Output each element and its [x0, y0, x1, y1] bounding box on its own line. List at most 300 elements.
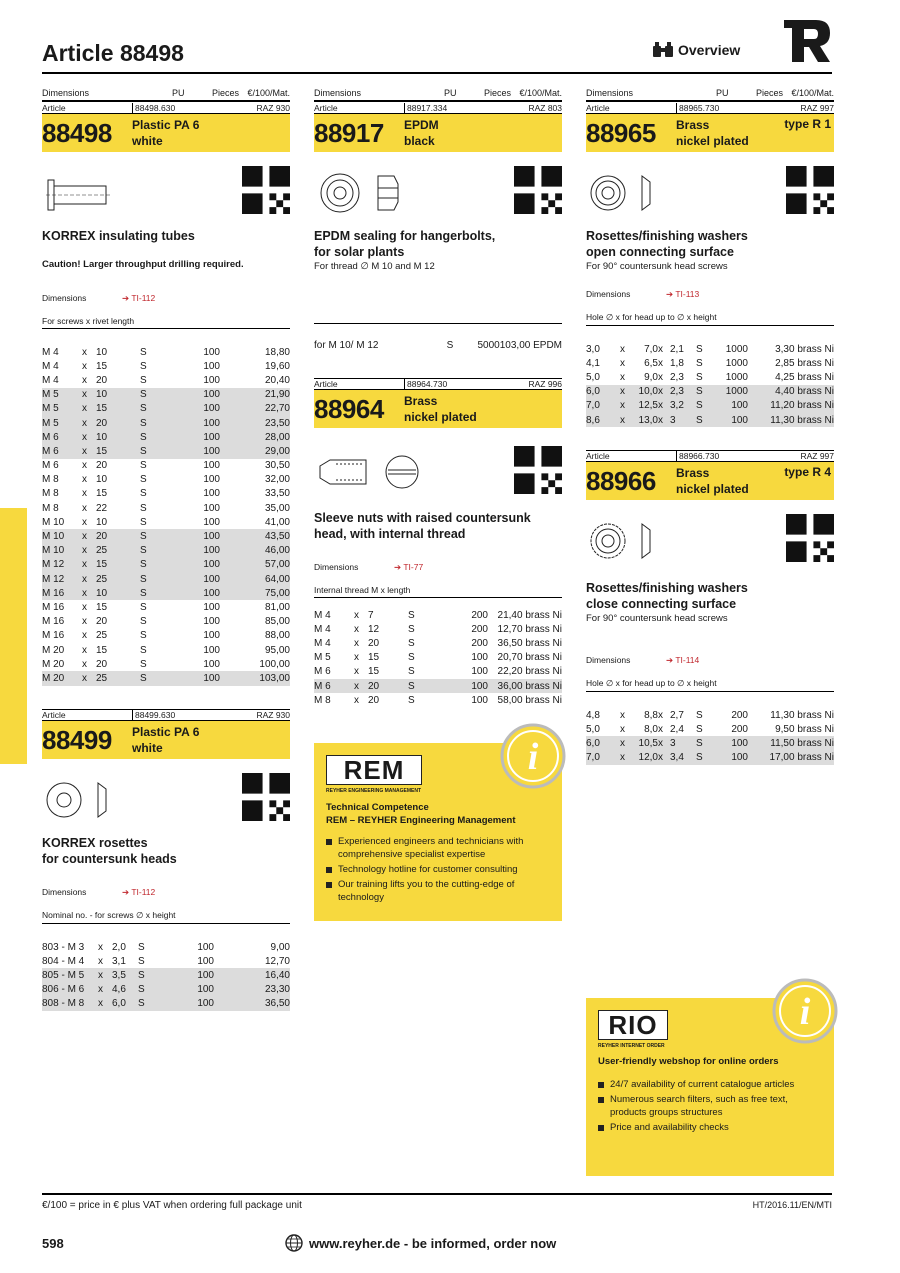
table-cell: 100: [197, 969, 214, 981]
table-cell: S: [140, 630, 147, 642]
table-row: [42, 459, 290, 473]
product-heading: KORREX rosettes for countersunk heads: [42, 836, 177, 866]
table-row: [586, 708, 834, 722]
table-cell: 100: [731, 400, 748, 412]
table-cell: S: [140, 616, 147, 628]
table-cell: S: [408, 623, 415, 635]
table-row: [586, 399, 834, 413]
table-cell: x: [620, 737, 625, 749]
table-cell: 100: [197, 998, 214, 1010]
table-cell: 10: [96, 431, 108, 443]
table-cell: 22,70: [264, 403, 290, 415]
table-cell: x: [620, 400, 625, 412]
table-cell: x: [98, 955, 103, 967]
table-cell: 11,30 brass Ni: [770, 414, 834, 426]
table-row: [42, 629, 290, 643]
table-cell: M 5: [314, 652, 331, 664]
table-cell: 20: [96, 616, 108, 628]
table-cell: 4,8: [586, 709, 600, 721]
list-item: Numerous search filters, such as free text, products groups structures: [598, 1093, 818, 1119]
table-cell: M 10: [42, 545, 65, 557]
table-cell: 21,90: [264, 389, 290, 401]
ti-reference-link[interactable]: ➔ TI-77: [394, 562, 424, 572]
table-cell: 20,40: [264, 374, 290, 386]
table-cell: 100: [203, 488, 220, 500]
table-cell: x: [658, 414, 663, 426]
table-cell: 806 - M 6: [42, 984, 85, 996]
table-row: [42, 345, 290, 359]
article-bar: 88917 EPDM black: [314, 114, 562, 152]
table-cell: 2,1: [670, 343, 684, 355]
table-cell: M 10: [42, 516, 65, 528]
article-bar: 88498 Plastic PA 6 white: [42, 114, 290, 152]
table-cell: 88,00: [264, 630, 290, 642]
section-tab: [0, 508, 27, 764]
table-cell: M 6: [42, 460, 59, 472]
table-cell: S: [138, 955, 145, 967]
table-cell: x: [658, 752, 663, 764]
table-cell: 100: [203, 445, 220, 457]
table-row: for M 10/ M 12 S 5000 103,00 EPDM: [314, 339, 563, 351]
table-cell: x: [658, 723, 663, 735]
table-cell: x: [354, 666, 359, 678]
table-cell: 12,5: [638, 400, 658, 412]
table-cell: 100: [203, 374, 220, 386]
table-cell: M 5: [42, 403, 59, 415]
table-cell: 100: [471, 666, 488, 678]
table-row: [42, 657, 290, 671]
table-cell: 100: [203, 601, 220, 613]
table-cell: 25: [96, 573, 108, 585]
table-cell: 1,8: [670, 357, 684, 369]
table-cell: M 12: [42, 573, 65, 585]
footer-rule: [42, 1193, 832, 1195]
table-cell: 11,30 brass Ni: [770, 709, 834, 721]
table-cell: 10: [96, 516, 108, 528]
table-cell: M 16: [42, 601, 65, 613]
table-cell: 15: [96, 488, 108, 500]
table-cell: S: [408, 694, 415, 706]
list-item: Experienced engineers and technicians with comprehensive specialist expertise: [326, 835, 546, 861]
ti-reference-link[interactable]: ➔ TI-112: [122, 887, 156, 897]
table-row: [586, 342, 834, 356]
table-cell: 9,0: [644, 371, 658, 383]
table-cell: x: [620, 752, 625, 764]
article-number: 88965: [586, 117, 656, 148]
table-cell: 8,0: [644, 723, 658, 735]
table-cell: M 10: [42, 531, 65, 543]
table-row: [42, 402, 290, 416]
table-cell: 100: [203, 474, 220, 486]
table-cell: 6,0: [586, 386, 600, 398]
article-number: 88917: [314, 117, 384, 148]
table-cell: 200: [731, 709, 748, 721]
table-row: [42, 643, 290, 657]
page-number: 598: [42, 1236, 64, 1251]
table-cell: S: [140, 460, 147, 472]
article-88966: Article 88966.730 RAZ 997 88966 Brass nickel plated type R 4 Rosettes/finishing washers close connecting surface For 90° countersunk head screws Dimensions ➔ TI-114 Hole ∅ x for head up to ∅ x height 4,8 x 8,8 x 2,7 S 200 11,30 brass Ni 5,0 x 8,0 x 2,4 S 200 9,50 brass Ni 6,0 x 10,5 x 3 S 100 11,50 brass Ni 7,0 x 12,0 x 3,4 S 100 17,00 brass Ni: [586, 451, 834, 764]
table-cell: 103,00: [259, 672, 290, 684]
table-cell: 2,3: [670, 386, 684, 398]
table-row: [314, 622, 562, 636]
table-cell: x: [658, 357, 663, 369]
table-cell: M 8: [42, 502, 59, 514]
table-cell: 7,0: [586, 400, 600, 412]
table-cell: 1000: [725, 386, 748, 398]
table-cell: x: [658, 709, 663, 721]
table-cell: M 5: [42, 417, 59, 429]
dimension-table: [42, 345, 290, 686]
table-cell: 22,20 brass Ni: [497, 666, 562, 678]
product-heading: Sleeve nuts with raised countersunk head, with internal thread: [314, 511, 531, 541]
table-cell: 20: [368, 637, 380, 649]
table-cell: 20: [368, 680, 380, 692]
table-cell: M 4: [314, 623, 331, 635]
table-cell: 804 - M 4: [42, 955, 85, 967]
table-row: [586, 751, 834, 765]
table-cell: S: [140, 531, 147, 543]
article-bar: 88499 Plastic PA 6 white: [42, 721, 290, 759]
table-cell: 7: [368, 609, 374, 621]
table-cell: S: [140, 502, 147, 514]
svg-text:i: i: [527, 736, 539, 778]
table-cell: S: [140, 360, 147, 372]
table-cell: 100: [471, 680, 488, 692]
table-cell: x: [658, 400, 663, 412]
table-row: [586, 413, 834, 427]
article-bar: 88966 Brass nickel plated type R 4: [586, 462, 834, 500]
table-cell: 100: [203, 573, 220, 585]
rem-info-box: REM REYHER ENGINEERING MANAGEMENT i Technical Competence REM – REYHER Engineering Management Experienced engineers and technicians with comprehensive specialist expertise Technology hotline for customer consulting Our training lifts you to the cutting-edge of technology: [314, 743, 562, 921]
page-title: Article 88498: [42, 40, 184, 66]
table-cell: 100: [203, 516, 220, 528]
table-cell: x: [658, 386, 663, 398]
table-cell: 200: [471, 609, 488, 621]
table-cell: 64,00: [264, 573, 290, 585]
table-cell: M 4: [314, 637, 331, 649]
table-cell: 25: [96, 545, 108, 557]
article-number: 88499: [42, 724, 112, 755]
table-cell: 29,00: [264, 445, 290, 457]
table-cell: 12,0: [638, 752, 658, 764]
table-cell: S: [696, 343, 703, 355]
svg-text:i: i: [799, 991, 811, 1033]
table-cell: 10: [96, 474, 108, 486]
table-cell: M 8: [42, 474, 59, 486]
ti-reference-link[interactable]: ➔ TI-113: [666, 289, 700, 299]
table-cell: M 16: [42, 616, 65, 628]
table-cell: 3,0: [586, 343, 600, 355]
table-cell: S: [696, 371, 703, 383]
table-cell: 58,00 brass Ni: [497, 694, 562, 706]
table-row: [42, 586, 290, 600]
table-cell: 100: [203, 431, 220, 443]
table-cell: 6,0: [586, 737, 600, 749]
table-cell: 12: [368, 623, 380, 635]
article-number: 88964: [314, 393, 384, 424]
table-row: [42, 515, 290, 529]
table-cell: 43,50: [264, 531, 290, 543]
table-cell: 100: [731, 414, 748, 426]
table-cell: 20,70 brass Ni: [497, 652, 562, 664]
table-cell: x: [82, 601, 87, 613]
table-cell: S: [696, 752, 703, 764]
table-cell: 32,00: [264, 474, 290, 486]
column-header: Dimensions PU Pieces €/100/Mat.: [314, 86, 562, 102]
table-cell: 81,00: [264, 601, 290, 613]
table-cell: 11,50 brass Ni: [770, 737, 834, 749]
list-item: Price and availability checks: [598, 1121, 818, 1134]
table-cell: M 16: [42, 630, 65, 642]
table-cell: 100: [203, 360, 220, 372]
table-cell: 2,0: [112, 941, 126, 953]
rem-logo: REM: [326, 755, 422, 785]
table-cell: 3,4: [670, 752, 684, 764]
product-heading: KORREX insulating tubes: [42, 229, 195, 243]
table-cell: x: [82, 460, 87, 472]
table-cell: 4,25 brass Ni: [775, 371, 834, 383]
list-item: 24/7 availability of current catalogue articles: [598, 1078, 818, 1091]
table-cell: 3,5: [112, 969, 126, 981]
table-cell: 200: [471, 637, 488, 649]
table-cell: S: [696, 357, 703, 369]
table-cell: 15: [96, 445, 108, 457]
table-row: [42, 983, 290, 997]
table-cell: 100: [197, 984, 214, 996]
table-row: [42, 615, 290, 629]
table-cell: 36,50 brass Ni: [497, 637, 562, 649]
website-link[interactable]: www.reyher.de - be informed, order now: [285, 1234, 556, 1252]
table-cell: x: [354, 652, 359, 664]
table-cell: x: [82, 488, 87, 500]
article-bar: 88964 Brass nickel plated: [314, 390, 562, 428]
table-cell: 2,7: [670, 709, 684, 721]
table-cell: x: [82, 374, 87, 386]
table-row: [42, 501, 290, 515]
sleeve-nut-drawing-icon: [316, 452, 426, 492]
table-row: [42, 473, 290, 487]
table-cell: 1000: [725, 371, 748, 383]
article-bar: 88965 Brass nickel plated type R 1: [586, 114, 834, 152]
table-cell: S: [140, 644, 147, 656]
info-icon: [500, 723, 566, 789]
table-cell: x: [82, 445, 87, 457]
table-cell: S: [138, 969, 145, 981]
table-cell: 3: [670, 414, 676, 426]
table-cell: M 4: [42, 346, 59, 358]
table-cell: 95,00: [264, 644, 290, 656]
table-cell: 36,50: [264, 998, 290, 1010]
table-cell: x: [658, 343, 663, 355]
table-cell: 12,70: [264, 955, 290, 967]
table-cell: 15: [96, 360, 108, 372]
table-row: [314, 693, 562, 707]
table-cell: 100: [203, 531, 220, 543]
table-cell: M 4: [42, 360, 59, 372]
table-cell: S: [408, 666, 415, 678]
table-cell: 8,6: [586, 414, 600, 426]
table-cell: 9,00: [270, 941, 290, 953]
table-cell: S: [140, 601, 147, 613]
dimension-table: [586, 342, 834, 427]
article-header: Article 88965.730 RAZ 997: [586, 102, 834, 113]
insulating-tube-drawing-icon: [44, 170, 114, 220]
list-item: Technology hotline for customer consulting: [326, 863, 546, 876]
table-cell: S: [140, 445, 147, 457]
table-cell: 22: [96, 502, 108, 514]
table-cell: 19,60: [264, 360, 290, 372]
table-cell: 20: [96, 658, 108, 670]
table-cell: S: [138, 984, 145, 996]
table-cell: 20: [96, 374, 108, 386]
table-cell: x: [354, 609, 359, 621]
table-cell: S: [140, 417, 147, 429]
dimension-table: [314, 608, 562, 707]
table-cell: 10: [96, 587, 108, 599]
table-cell: 18,80: [264, 346, 290, 358]
table-cell: 100: [731, 737, 748, 749]
table-cell: 35,00: [264, 502, 290, 514]
table-cell: 15: [368, 666, 380, 678]
table-cell: S: [140, 516, 147, 528]
table-cell: x: [354, 694, 359, 706]
table-cell: 1000: [725, 357, 748, 369]
table-cell: S: [140, 658, 147, 670]
table-cell: 9,50 brass Ni: [775, 723, 834, 735]
table-cell: S: [140, 545, 147, 557]
table-cell: 100: [203, 658, 220, 670]
table-cell: 100: [471, 694, 488, 706]
caution-note: Caution! Larger throughput drilling required.: [42, 259, 244, 270]
table-cell: S: [140, 573, 147, 585]
type-label: type R 1: [784, 117, 831, 131]
table-row: [42, 430, 290, 444]
table-cell: x: [82, 573, 87, 585]
table-row: [42, 444, 290, 458]
ti-reference-link[interactable]: ➔ TI-112: [122, 293, 156, 303]
table-cell: 15: [96, 559, 108, 571]
table-cell: 5,0: [586, 371, 600, 383]
table-cell: 3,30 brass Ni: [775, 343, 834, 355]
table-cell: 100: [203, 502, 220, 514]
table-cell: 100: [731, 752, 748, 764]
table-row: [586, 370, 834, 384]
table-cell: x: [620, 414, 625, 426]
article-number: 88498: [42, 117, 112, 148]
table-cell: x: [82, 587, 87, 599]
table-cell: x: [658, 371, 663, 383]
table-row: [42, 968, 290, 982]
product-heading: Rosettes/finishing washers open connecting surface: [586, 229, 748, 259]
overview-link[interactable]: [652, 42, 740, 58]
table-cell: 10,0: [638, 386, 658, 398]
table-cell: x: [82, 630, 87, 642]
table-cell: M 16: [42, 587, 65, 599]
table-cell: x: [82, 559, 87, 571]
table-cell: 100: [203, 672, 220, 684]
article-number: 88966: [586, 465, 656, 496]
table-cell: 6,5: [644, 357, 658, 369]
table-cell: 16,40: [264, 969, 290, 981]
table-cell: 3,2: [670, 400, 684, 412]
table-cell: 21,40 brass Ni: [497, 609, 562, 621]
table-cell: x: [82, 417, 87, 429]
table-cell: 11,20 brass Ni: [770, 400, 834, 412]
table-cell: x: [82, 616, 87, 628]
table-cell: S: [140, 474, 147, 486]
rem-feature-list: [326, 835, 546, 906]
table-cell: S: [408, 652, 415, 664]
table-row: [42, 558, 290, 572]
table-cell: 85,00: [264, 616, 290, 628]
table-cell: S: [140, 488, 147, 500]
table-cell: x: [82, 644, 87, 656]
table-cell: 3: [670, 737, 676, 749]
table-cell: S: [140, 374, 147, 386]
table-cell: 23,50: [264, 417, 290, 429]
table-cell: x: [82, 516, 87, 528]
table-cell: 10: [96, 346, 108, 358]
table-cell: x: [98, 984, 103, 996]
table-cell: x: [98, 969, 103, 981]
table-cell: 12,70 brass Ni: [497, 623, 562, 635]
table-cell: 100: [203, 630, 220, 642]
table-cell: 100: [203, 417, 220, 429]
ti-reference-link[interactable]: ➔ TI-114: [666, 655, 700, 665]
table-cell: 25: [96, 672, 108, 684]
table-cell: M 8: [42, 488, 59, 500]
table-cell: x: [354, 623, 359, 635]
table-cell: 100: [203, 460, 220, 472]
table-cell: S: [140, 672, 147, 684]
table-cell: 4,6: [112, 984, 126, 996]
sealing-drawing-icon: [316, 168, 416, 218]
dimension-table: [586, 708, 834, 765]
table-cell: S: [408, 637, 415, 649]
rosette-open-drawing-icon: [588, 168, 668, 218]
table-cell: 100: [203, 346, 220, 358]
rio-info-box: RIO REYHER INTERNET ORDER i User-friendly webshop for online orders 24/7 availability of current catalogue articles Numerous search filters, such as free text, products groups structures Price and availability checks: [586, 998, 834, 1176]
table-cell: 803 - M 3: [42, 941, 85, 953]
table-row: [42, 544, 290, 558]
table-cell: x: [82, 389, 87, 401]
table-cell: x: [82, 431, 87, 443]
table-row: [42, 997, 290, 1011]
table-cell: 36,00 brass Ni: [497, 680, 562, 692]
table-cell: S: [140, 403, 147, 415]
table-cell: 25: [96, 630, 108, 642]
product-heading: Rosettes/finishing washers close connecting surface: [586, 581, 748, 611]
table-cell: 20: [368, 694, 380, 706]
table-cell: 20: [96, 531, 108, 543]
table-row: [314, 679, 562, 693]
table-cell: S: [408, 680, 415, 692]
table-cell: S: [696, 709, 703, 721]
table-cell: 100: [203, 644, 220, 656]
table-cell: M 20: [42, 672, 65, 684]
table-cell: 15: [96, 644, 108, 656]
table-cell: 13,0: [638, 414, 658, 426]
table-cell: M 6: [42, 431, 59, 443]
table-cell: S: [696, 400, 703, 412]
table-cell: x: [620, 357, 625, 369]
table-cell: M 6: [314, 666, 331, 678]
table-row: [42, 359, 290, 373]
table-cell: M 6: [314, 680, 331, 692]
table-cell: x: [82, 403, 87, 415]
column-a: Dimensions PU Pieces €/100/Mat. Article 88498.630 RAZ 930 88498 Plastic PA 6 white KORREX insulating tubes Caution! Larger throughput drilling required. Dimensions ➔ TI-112 For screws x rivet length M 4 x 10 S 100 18,80 M 4 x 15 S 100 19,60 M 4 x 20 S 100 20,40 M 5 x 10 S 100 21,90 M 5 x 15 S 100 22,70 M 5 x 20 S 100 23,50 M 6 x 10 S 100 28,00 M 6 x 15 S 100 29,00 M 6 x 20 S 100 30,50 M 8 x 10 S 100 32,00 M 8 x 15 S 100 33,50 M 8 x 22 S 100 35,00 M 10 x 10 S 100 41,00 M 10 x 20 S 100 43,50 M 10 x 25 S 100 46,00 M 12 x 15 S 100 57,00 M 12 x 25 S 100 64,00 M 16 x 10 S 100 75,00 M 16 x 15 S 100 81,00 M 16 x 20 S 100 85,00 M 16 x 25 S 100 88,00 M 20 x 15 S 100 95,00 M 20 x 20 S 100 100,00 M 20 x 25 S 100 103,00: [42, 88, 290, 684]
table-cell: 5,0: [586, 723, 600, 735]
